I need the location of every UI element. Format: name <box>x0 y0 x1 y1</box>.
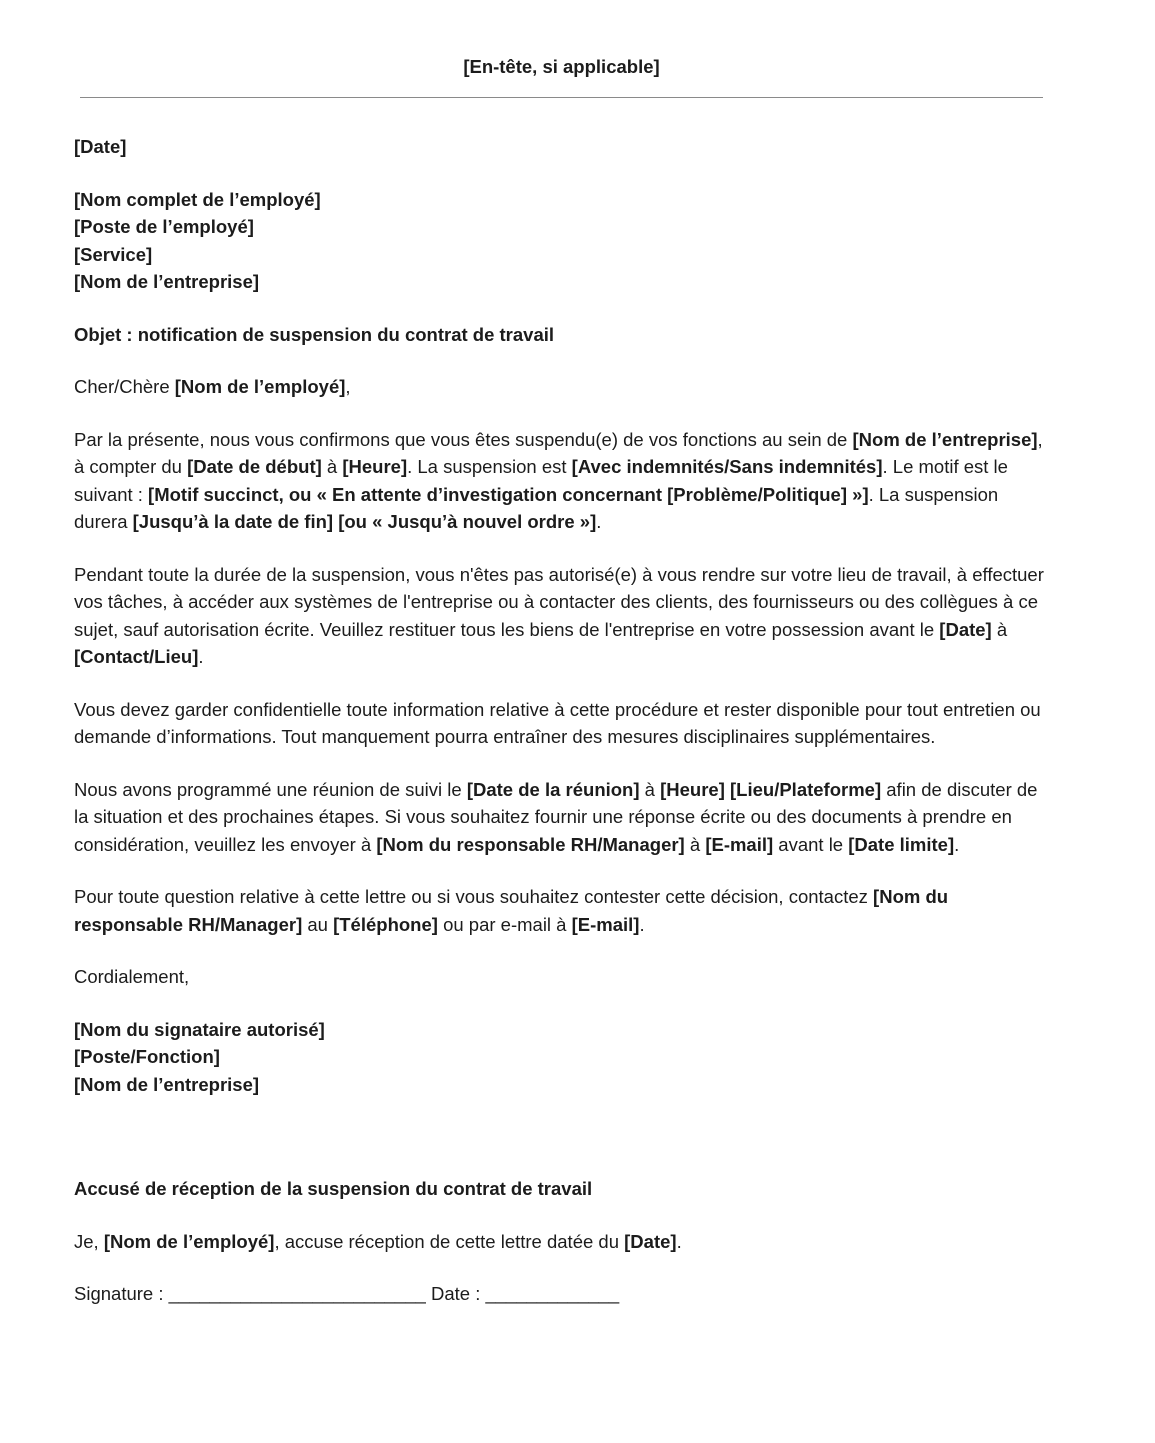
signatory-name: [Nom du signataire autorisé] <box>74 1018 325 1040</box>
recipient-company: [Nom de l’entreprise] <box>74 271 260 292</box>
recipient-position: [Poste de l’employé] <box>74 216 254 237</box>
recipient-address <box>74 186 1056 296</box>
signature-date-line: Signature : _________________________ Date : _____________ <box>74 1283 620 1304</box>
paragraph-contact: Pour toute question relative à cette lettre ou si vous souhaitez contester cette décision, contactez [Nom du responsable RH/Manager] au [Téléphone] ou par e-mail à [E-mail]. <box>74 886 949 935</box>
closing: Cordialement, <box>74 966 190 987</box>
letter-subject: Objet : notification de suspension du contrat de travail <box>74 323 555 345</box>
recipient-name: [Nom complet de l’employé] <box>74 188 321 210</box>
paragraph-restrictions: Pendant toute la durée de la suspension, vous n'êtes pas autorisé(e) à vous rendre sur votre lieu de travail, à effectuer vos tâches, à accéder aux systèmes de l'entreprise ou à contacter des clients, des fournisseurs ou des collègues à ce sujet, sauf autorisation écrite. Veuillez restituer tous les biens de l'entreprise en votre possession avant le [Date] à [Contact/Lieu]. <box>74 563 1044 667</box>
header-divider <box>80 97 1043 98</box>
recipient-department: [Service] <box>74 243 153 265</box>
acknowledgement-statement: Je, [Nom de l’employé], accuse réception de cette lettre datée du [Date]. <box>74 1230 682 1252</box>
signatory-company: [Nom de l’entreprise] <box>74 1073 260 1095</box>
signatory-block <box>74 1016 1056 1099</box>
salutation: Cher/Chère [Nom de l’employé], <box>74 376 351 397</box>
signatory-position: [Poste/Fonction] <box>74 1046 220 1067</box>
letterhead-title: [En-tête, si applicable] <box>463 56 660 77</box>
paragraph-confidentiality: Vous devez garder confidentielle toute information relative à cette procédure et rester disponible pour tout entretien ou demande d’informations. Tout manquement pourra entraîner des mesures disciplinaires supplémentaires. <box>74 698 1041 747</box>
letter-body <box>74 133 1056 1333</box>
acknowledgement-title: Accusé de réception de la suspension du contrat de travail <box>74 1178 593 1199</box>
paragraph-suspension-notice: Par la présente, nous vous confirmons que vous êtes suspendu(e) de vos fonctions au sein de [Nom de l’entreprise], à compter du [Date de début] à [Heure]. La suspension est [Avec indemnités/Sans indemnités]. Le motif est le suivant : [Motif succinct, ou « En attente d’investigation concernant [Problème/Politique] »]. La suspension durera [Jusqu’à la date de fin] [ou « Jusqu’à nouvel ordre »]. <box>74 428 1043 532</box>
letter-date: [Date] <box>74 136 127 157</box>
paragraph-follow-up-meeting: Nous avons programmé une réunion de suivi le [Date de la réunion] à [Heure] [Lieu/Plateforme] afin de discuter de la situation et des prochaines étapes. Si vous souhaitez fournir une réponse écrite ou des documents à prendre en considération, veuillez les envoyer à [Nom du responsable RH/Manager] à [E-mail] avant le [Date limite]. <box>74 778 1038 855</box>
